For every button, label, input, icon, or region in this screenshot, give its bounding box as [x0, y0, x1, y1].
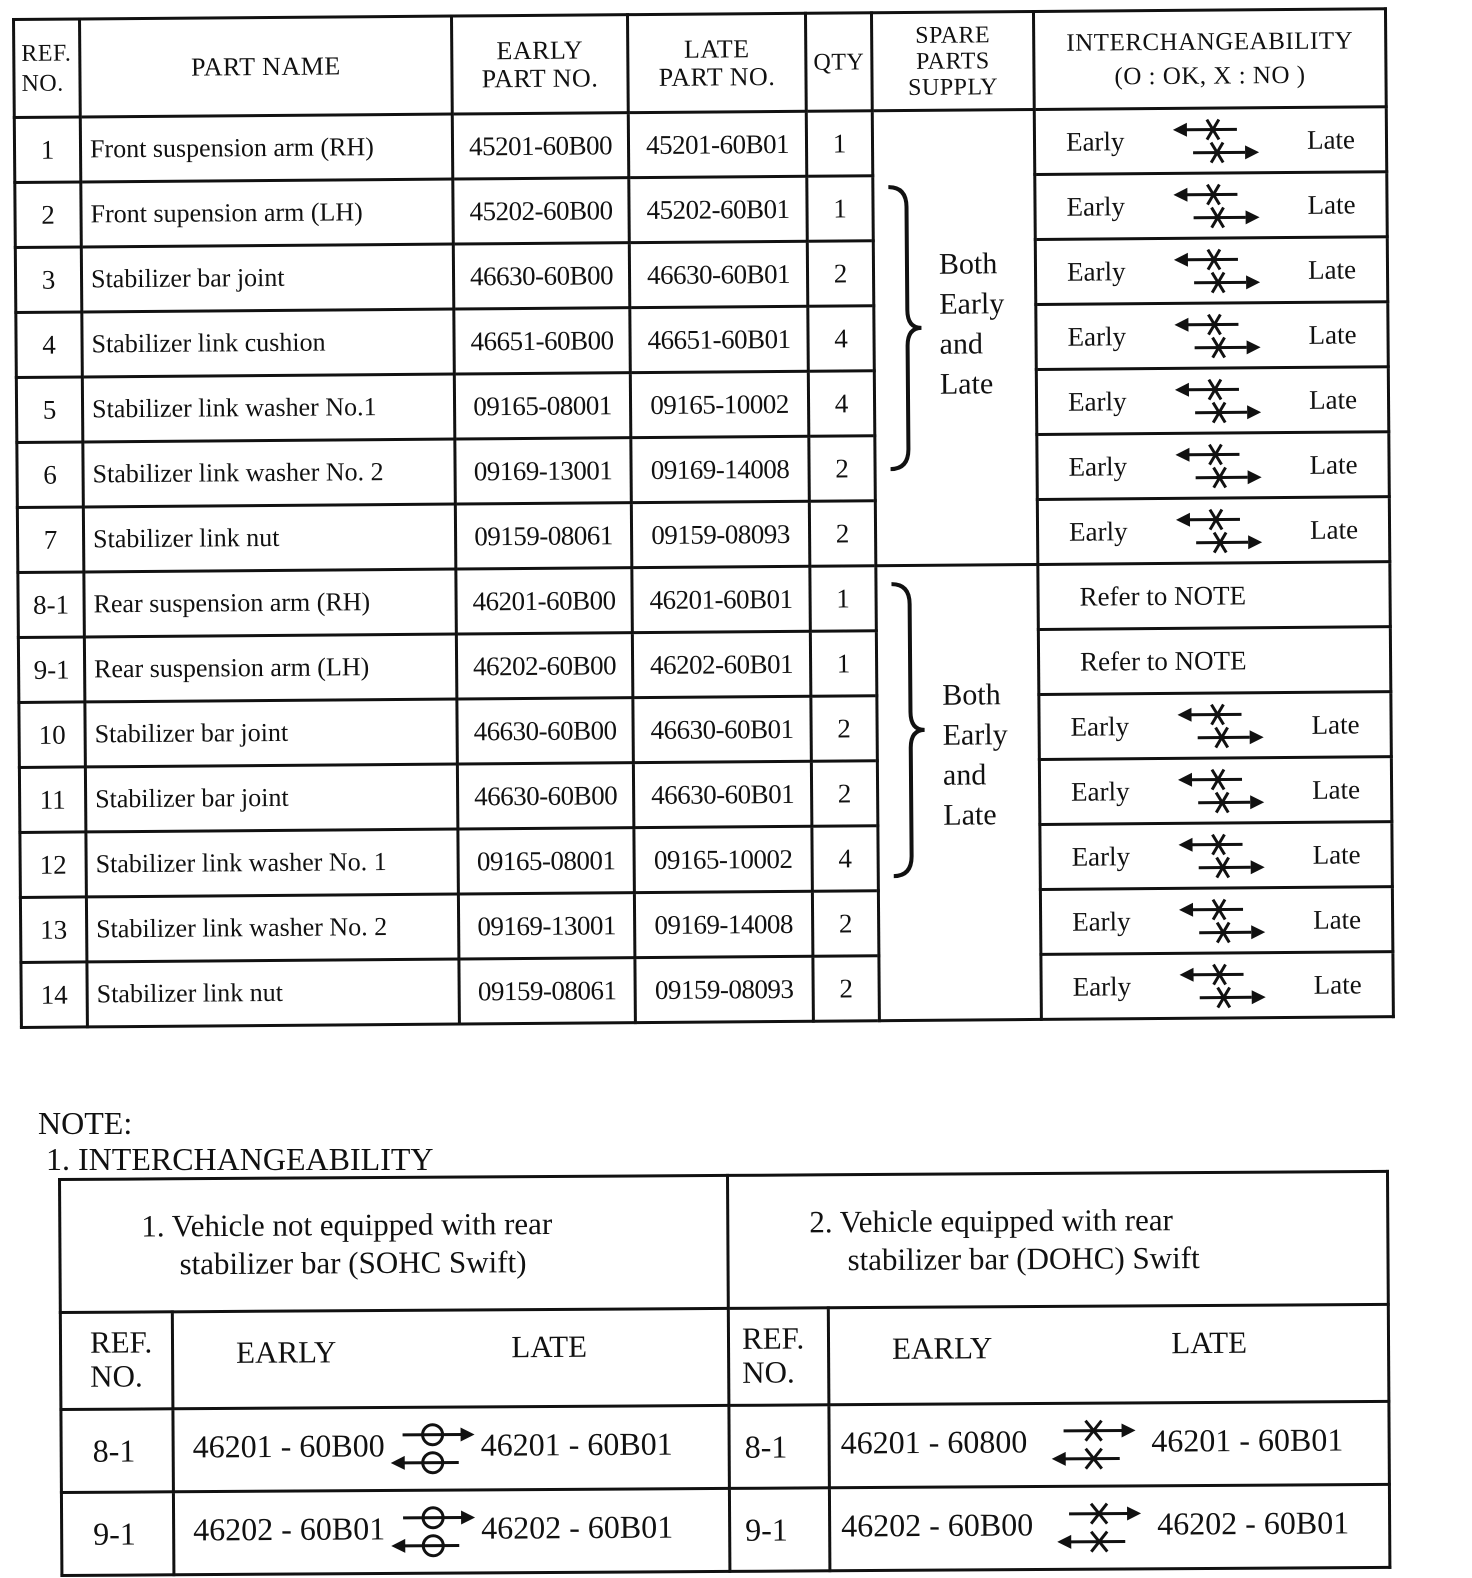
early-part-no-cell: 09169-13001 — [455, 438, 632, 504]
late-part-no-cell: 09159-08093 — [631, 501, 810, 567]
late-part-no-cell: 46630-60B01 — [629, 241, 808, 307]
early-label: Early — [1066, 255, 1126, 287]
late-label: Late — [1307, 253, 1357, 285]
late-label: Late — [1308, 383, 1358, 415]
late-part-no-cell: 46202-60B01 — [632, 631, 811, 697]
table-row — [15, 172, 1387, 248]
not-interchangeable-icon — [1171, 116, 1261, 165]
early-label: Early — [1072, 970, 1132, 1002]
qty-cell: 4 — [808, 371, 875, 437]
early-part-no-cell: 46651-60B00 — [454, 308, 631, 374]
not-interchangeable-icon — [1049, 1414, 1137, 1475]
late-label: Late — [1309, 448, 1358, 480]
early-part-no-cell: 09159-08061 — [459, 958, 636, 1024]
qty-cell: 1 — [810, 631, 877, 697]
late-part-no-cell: 09165-10002 — [630, 371, 809, 437]
note-table-row — [61, 1401, 1389, 1492]
table-row — [20, 822, 1392, 898]
not-interchangeable-icon — [1172, 311, 1262, 360]
spare-parts-supply-cell — [876, 564, 1042, 1020]
ref-no-cell: 1 — [14, 117, 81, 183]
note-vehicle-row — [60, 1171, 1389, 1312]
header-part-name: PART NAME — [80, 16, 453, 117]
part-name-cell: Front supension arm (LH) — [81, 179, 453, 247]
part-name-cell: Front suspension arm (RH) — [80, 114, 452, 182]
interchangeability-cell — [1034, 107, 1386, 175]
note-right-ref: 9-1 — [729, 1488, 830, 1572]
note-left-ref: 8-1 — [61, 1409, 174, 1493]
early-part-no-cell: 45201-60B00 — [452, 113, 629, 179]
interchangeability-cell — [1041, 952, 1393, 1020]
late-part-no-cell: 09169-14008 — [631, 436, 810, 502]
early-label: Early — [1071, 840, 1131, 872]
part-name-cell: Stabilizer bar joint — [85, 699, 457, 767]
qty-cell: 2 — [809, 436, 876, 502]
note-left-col-early-late: EARLY LATE — [172, 1308, 729, 1408]
table-row — [14, 107, 1386, 183]
interchangeability-cell — [1036, 302, 1388, 370]
interchangeability-cell — [1038, 627, 1390, 695]
table-row — [21, 952, 1393, 1028]
note-right-col-early-late: EARLY LATE — [828, 1304, 1389, 1404]
group-brace-icon — [886, 183, 928, 473]
qty-cell: 4 — [808, 306, 875, 372]
table-row — [18, 627, 1390, 703]
part-name-cell: Stabilizer link washer No. 2 — [83, 439, 455, 507]
table-row — [16, 367, 1388, 443]
late-part-no-cell: 09165-10002 — [634, 826, 813, 892]
interchangeability-cell — [1035, 237, 1387, 305]
ref-no-cell: 14 — [21, 962, 88, 1028]
note-left-value: 46201 - 60B00 46201 - 60B01 — [173, 1405, 730, 1491]
early-part-no-cell: 46201-60B00 — [456, 568, 633, 634]
ref-no-cell: 13 — [20, 897, 87, 963]
late-label: Late — [1307, 188, 1356, 220]
refer-note-text: Refer to NOTE — [1079, 579, 1247, 612]
early-part-no-cell: 09159-08061 — [455, 503, 632, 569]
part-name-cell: Stabilizer link cushion — [82, 309, 454, 377]
late-label: Late — [1311, 773, 1361, 805]
note-column-header-row — [60, 1304, 1389, 1409]
interchangeability-cell — [1036, 367, 1388, 435]
qty-cell: 4 — [812, 826, 879, 892]
late-label: Late — [1313, 903, 1362, 935]
early-part-no-cell: 09169-13001 — [458, 893, 635, 959]
not-interchangeable-icon — [1171, 181, 1261, 230]
parts-table — [12, 7, 1395, 1029]
late-part-no-cell: 46630-60B01 — [633, 761, 812, 827]
early-part-no-cell: 46630-60B00 — [457, 698, 634, 764]
late-label: Late — [1306, 123, 1356, 155]
early-label: Early — [1070, 775, 1130, 807]
late-label: Late — [1311, 708, 1360, 740]
part-name-cell: Stabilizer bar joint — [81, 244, 453, 312]
not-interchangeable-icon — [1173, 376, 1263, 425]
not-interchangeable-icon — [1176, 831, 1266, 880]
late-label: Late — [1308, 318, 1357, 350]
qty-cell: 2 — [811, 696, 878, 762]
not-interchangeable-icon — [1055, 1497, 1143, 1558]
table-row — [15, 237, 1387, 313]
ref-no-cell: 2 — [15, 182, 82, 248]
late-part-no-cell: 45202-60B01 — [629, 176, 808, 242]
interchangeability-cell — [1040, 822, 1392, 890]
table-row — [20, 887, 1392, 963]
late-part-no-cell: 09169-14008 — [634, 891, 813, 957]
early-label: Early — [1067, 320, 1127, 352]
late-part-no-cell: 09159-08093 — [635, 956, 814, 1022]
early-part-no-cell: 46202-60B00 — [456, 633, 633, 699]
ref-no-cell: 5 — [16, 377, 83, 443]
ref-no-cell: 9-1 — [18, 637, 85, 703]
header-late-part-no: LATE PART NO. — [627, 13, 806, 112]
not-interchangeable-icon — [1176, 766, 1266, 815]
qty-cell: 1 — [806, 111, 873, 177]
qty-cell: 1 — [807, 176, 874, 242]
ref-no-cell: 10 — [19, 702, 86, 768]
note-table — [58, 1170, 1391, 1577]
late-part-no-cell: 45201-60B01 — [628, 111, 807, 177]
part-name-cell: Rear suspension arm (LH) — [84, 634, 456, 702]
spare-parts-supply-cell — [872, 109, 1038, 565]
qty-cell: 2 — [812, 891, 879, 957]
interchangeability-cell — [1039, 692, 1391, 760]
part-name-cell: Stabilizer bar joint — [85, 764, 457, 832]
table-row — [16, 302, 1388, 378]
late-part-no-cell: 46651-60B01 — [630, 306, 809, 372]
interchangeability-cell — [1039, 757, 1391, 825]
note-subheading: 1. INTERCHANGEABILITY — [46, 1141, 434, 1177]
late-part-no-cell: 46201-60B01 — [632, 566, 811, 632]
header-row — [14, 9, 1387, 118]
note-right-value: 46201 - 60800 46201 - 60B01 — [829, 1401, 1389, 1487]
note-heading: NOTE: — [38, 1105, 133, 1141]
spare-supply-text: Both Early and Late — [942, 678, 1008, 832]
note-right-value: 46202 - 60B00 46202 - 60B01 — [829, 1484, 1389, 1570]
late-label: Late — [1312, 838, 1361, 870]
table-row — [17, 432, 1389, 508]
early-label: Early — [1068, 450, 1128, 482]
note-right-title: 2. Vehicle equipped with rear stabilizer bar (DOHC) Swift — [728, 1171, 1389, 1308]
interchangeability-cell — [1035, 172, 1387, 240]
header-qty: QTY — [805, 13, 872, 112]
part-name-cell: Stabilizer link nut — [87, 959, 459, 1027]
note-left-ref: 9-1 — [61, 1492, 174, 1576]
early-label: Early — [1065, 125, 1125, 157]
not-interchangeable-icon — [1172, 246, 1262, 295]
ref-no-cell: 4 — [16, 312, 83, 378]
interchangeability-cell — [1037, 497, 1389, 565]
header-ref-no: REF. NO. — [14, 19, 81, 118]
header-spare-parts-supply: SPARE PARTS SUPPLY — [871, 11, 1034, 110]
qty-cell: 2 — [809, 501, 876, 567]
table-row — [18, 562, 1390, 638]
note-right-col-ref: REF. NO. — [728, 1308, 829, 1406]
not-interchangeable-icon — [1177, 961, 1267, 1010]
part-name-cell: Stabilizer link nut — [83, 504, 455, 572]
qty-cell: 1 — [810, 566, 877, 632]
ref-no-cell: 6 — [17, 442, 84, 508]
late-label: Late — [1309, 513, 1359, 545]
early-label: Early — [1070, 710, 1130, 742]
not-interchangeable-icon — [1175, 701, 1265, 750]
early-label: Early — [1072, 905, 1131, 937]
header-interchangeability: INTERCHANGEABILITY (O : OK, X : NO ) — [1033, 9, 1386, 110]
part-name-cell: Stabilizer link washer No. 1 — [86, 829, 458, 897]
not-interchangeable-icon — [1173, 441, 1263, 490]
early-part-no-cell: 46630-60B00 — [457, 763, 634, 829]
interchangeability-cell — [1037, 432, 1389, 500]
not-interchangeable-icon — [1177, 896, 1267, 945]
note-right-ref: 8-1 — [729, 1405, 830, 1489]
ref-no-cell: 11 — [19, 767, 86, 833]
note-left-value: 46202 - 60B01 46202 - 60B01 — [173, 1488, 730, 1574]
interchangeability-cell — [1038, 562, 1390, 630]
group-brace-icon — [889, 580, 931, 880]
early-part-no-cell: 46630-60B00 — [453, 243, 630, 309]
note-table-row — [61, 1484, 1389, 1575]
part-name-cell: Stabilizer link washer No.1 — [82, 374, 454, 442]
early-part-no-cell: 09165-08001 — [454, 373, 631, 439]
interchangeability-cell — [1040, 887, 1392, 955]
table-row — [19, 757, 1391, 833]
part-name-cell: Rear suspension arm (RH) — [84, 569, 456, 637]
not-interchangeable-icon — [1174, 506, 1264, 555]
early-label: Early — [1068, 515, 1128, 547]
refer-note-text: Refer to NOTE — [1079, 644, 1247, 677]
early-label: Early — [1067, 385, 1127, 417]
early-part-no-cell: 45202-60B00 — [453, 178, 630, 244]
note-left-title: 1. Vehicle not equipped with rear stabilizer bar (SOHC Swift) — [60, 1175, 729, 1312]
ref-no-cell: 7 — [17, 507, 84, 573]
header-early-part-no: EARLY PART NO. — [451, 15, 628, 114]
table-row — [19, 692, 1391, 768]
spare-supply-text: Both Early and Late — [938, 247, 1005, 401]
interchangeable-icon — [389, 1501, 477, 1562]
qty-cell: 2 — [807, 241, 874, 307]
early-label: Early — [1066, 190, 1126, 222]
late-part-no-cell: 46630-60B01 — [633, 696, 812, 762]
ref-no-cell: 3 — [15, 247, 82, 313]
interchangeable-icon — [388, 1418, 476, 1479]
note-left-col-ref: REF. NO. — [60, 1312, 173, 1410]
early-part-no-cell: 09165-08001 — [458, 828, 635, 894]
part-name-cell: Stabilizer link washer No. 2 — [86, 894, 458, 962]
table-row — [17, 497, 1389, 573]
qty-cell: 2 — [811, 761, 878, 827]
late-label: Late — [1313, 968, 1362, 1000]
ref-no-cell: 12 — [20, 832, 87, 898]
ref-no-cell: 8-1 — [18, 572, 85, 638]
qty-cell: 2 — [813, 956, 880, 1022]
